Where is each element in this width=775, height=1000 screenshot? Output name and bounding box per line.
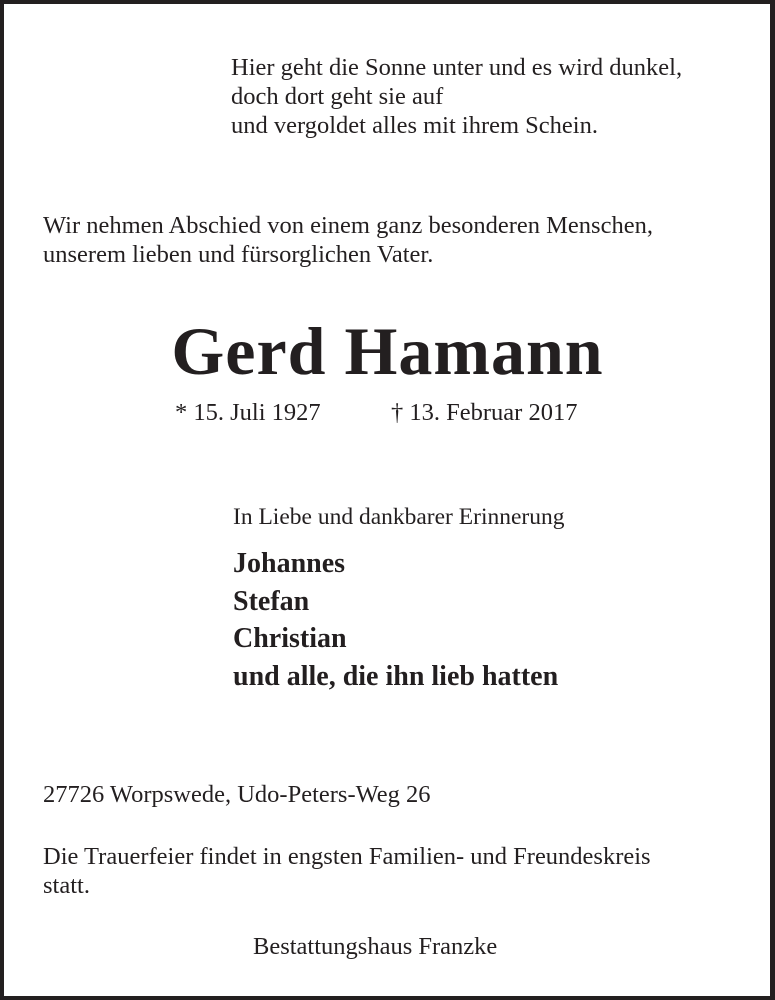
mourner: Johannes xyxy=(233,548,346,579)
verse-line: und vergoldet alles mit ihrem Schein. xyxy=(231,112,598,139)
remembrance-line: In Liebe und dankbarer Erinnerung xyxy=(233,504,565,530)
ceremony-note xyxy=(43,842,651,900)
ceremony-line: Die Trauerfeier findet in engsten Familien- und Freundeskreis xyxy=(43,843,651,870)
mourner: Christian xyxy=(233,623,347,654)
intro-line: unserem lieben und fürsorglichen Vater. xyxy=(43,241,434,268)
funeral-home: Bestattungshaus Franzke xyxy=(253,933,498,960)
mourner: und alle, die ihn lieb hatten xyxy=(233,660,559,692)
deceased-name: Gerd Hamann xyxy=(171,313,604,389)
address: 27726 Worpswede, Udo-Peters-Weg 26 xyxy=(43,781,431,808)
death-date: † 13. Februar 2017 xyxy=(391,399,578,426)
intro-line: Wir nehmen Abschied von einem ganz besonderen Menschen, xyxy=(43,212,653,239)
mourners-list xyxy=(233,545,558,695)
birth-date: * 15. Juli 1927 xyxy=(175,399,321,426)
intro-text xyxy=(43,211,653,269)
verse-line: Hier geht die Sonne unter und es wird dunkel, xyxy=(231,54,683,81)
mourner: Stefan xyxy=(233,585,310,617)
ceremony-line: statt. xyxy=(43,872,90,899)
verse xyxy=(231,53,682,140)
verse-line: doch dort geht sie auf xyxy=(231,83,444,110)
